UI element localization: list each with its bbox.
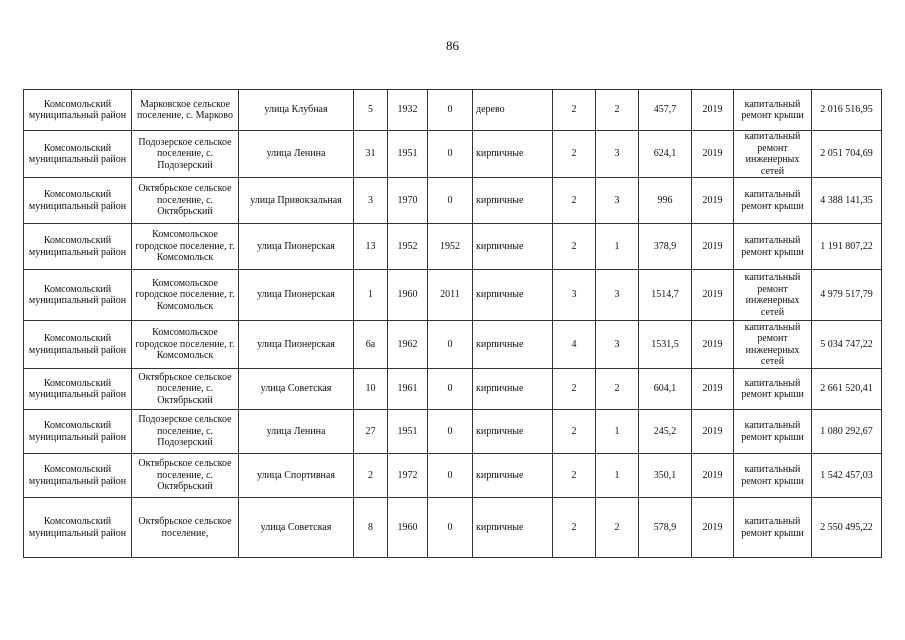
entrances-cell: 3 — [596, 178, 639, 224]
wall-material-cell: кирпичные — [473, 498, 553, 558]
house-number-cell: 5 — [354, 90, 388, 131]
settlement-cell: Октябрьское сельское поселение, с. Октябрьский — [132, 369, 239, 410]
plan-year-cell: 2019 — [692, 178, 734, 224]
street-cell: улица Советская — [239, 498, 354, 558]
house-number-cell: 8 — [354, 498, 388, 558]
cost-cell: 2 550 495,22 — [812, 498, 882, 558]
street-cell: улица Спортивная — [239, 454, 354, 498]
plan-year-cell: 2019 — [692, 410, 734, 454]
entrances-cell: 2 — [596, 369, 639, 410]
area-cell: 578,9 — [639, 498, 692, 558]
district-cell: Комсомольский муниципальный район — [24, 498, 132, 558]
district-cell: Комсомольский муниципальный район — [24, 90, 132, 131]
district-cell: Комсомольский муниципальный район — [24, 410, 132, 454]
table-row — [24, 454, 882, 498]
year-built-cell: 1960 — [388, 498, 428, 558]
year-reconstructed-cell: 0 — [428, 454, 473, 498]
cost-cell: 2 016 516,95 — [812, 90, 882, 131]
floors-cell: 2 — [553, 454, 596, 498]
work-type-cell: капитальный ремонт инженерных сетей — [734, 270, 812, 321]
street-cell: улица Пионерская — [239, 270, 354, 321]
plan-year-cell: 2019 — [692, 90, 734, 131]
wall-material-cell: кирпичные — [473, 369, 553, 410]
district-cell: Комсомольский муниципальный район — [24, 224, 132, 270]
year-reconstructed-cell: 2011 — [428, 270, 473, 321]
entrances-cell: 2 — [596, 498, 639, 558]
table-row — [24, 369, 882, 410]
year-built-cell: 1962 — [388, 321, 428, 369]
table-row — [24, 224, 882, 270]
year-built-cell: 1960 — [388, 270, 428, 321]
table-row — [24, 498, 882, 558]
work-type-cell: капитальный ремонт крыши — [734, 410, 812, 454]
wall-material-cell: кирпичные — [473, 454, 553, 498]
cost-cell: 1 080 292,67 — [812, 410, 882, 454]
floors-cell: 2 — [553, 498, 596, 558]
settlement-cell: Октябрьское сельское поселение, с. Октябрьский — [132, 178, 239, 224]
entrances-cell: 2 — [596, 90, 639, 131]
floors-cell: 2 — [553, 131, 596, 178]
area-cell: 1514,7 — [639, 270, 692, 321]
year-built-cell: 1951 — [388, 410, 428, 454]
work-type-cell: капитальный ремонт крыши — [734, 454, 812, 498]
work-type-cell: капитальный ремонт крыши — [734, 498, 812, 558]
district-cell: Комсомольский муниципальный район — [24, 131, 132, 178]
street-cell: улица Ленина — [239, 131, 354, 178]
year-built-cell: 1970 — [388, 178, 428, 224]
settlement-cell: Комсомольское городское поселение, г. Комсомольск — [132, 224, 239, 270]
year-reconstructed-cell: 0 — [428, 410, 473, 454]
cost-cell: 1 542 457,03 — [812, 454, 882, 498]
plan-year-cell: 2019 — [692, 321, 734, 369]
year-built-cell: 1961 — [388, 369, 428, 410]
floors-cell: 2 — [553, 369, 596, 410]
area-cell: 996 — [639, 178, 692, 224]
floors-cell: 2 — [553, 224, 596, 270]
cost-cell: 4 979 517,79 — [812, 270, 882, 321]
street-cell: улица Пионерская — [239, 321, 354, 369]
settlement-cell: Комсомольское городское поселение, г. Комсомольск — [132, 321, 239, 369]
table-body — [24, 90, 882, 558]
area-cell: 378,9 — [639, 224, 692, 270]
settlement-cell: Комсомольское городское поселение, г. Комсомольск — [132, 270, 239, 321]
work-type-cell: капитальный ремонт крыши — [734, 224, 812, 270]
entrances-cell: 1 — [596, 454, 639, 498]
entrances-cell: 3 — [596, 321, 639, 369]
year-built-cell: 1972 — [388, 454, 428, 498]
wall-material-cell: кирпичные — [473, 178, 553, 224]
year-reconstructed-cell: 0 — [428, 90, 473, 131]
year-built-cell: 1952 — [388, 224, 428, 270]
year-reconstructed-cell: 0 — [428, 131, 473, 178]
district-cell: Комсомольский муниципальный район — [24, 270, 132, 321]
wall-material-cell: кирпичные — [473, 224, 553, 270]
wall-material-cell: кирпичные — [473, 131, 553, 178]
district-cell: Комсомольский муниципальный район — [24, 321, 132, 369]
year-built-cell: 1932 — [388, 90, 428, 131]
work-type-cell: капитальный ремонт крыши — [734, 369, 812, 410]
year-reconstructed-cell: 0 — [428, 369, 473, 410]
settlement-cell: Подозерское сельское поселение, с. Подозерский — [132, 410, 239, 454]
table-row — [24, 270, 882, 321]
house-number-cell: 10 — [354, 369, 388, 410]
floors-cell: 4 — [553, 321, 596, 369]
cost-cell: 2 051 704,69 — [812, 131, 882, 178]
area-cell: 457,7 — [639, 90, 692, 131]
entrances-cell: 3 — [596, 270, 639, 321]
street-cell: улица Ленина — [239, 410, 354, 454]
plan-year-cell: 2019 — [692, 498, 734, 558]
street-cell: улица Советская — [239, 369, 354, 410]
table-row — [24, 90, 882, 131]
year-reconstructed-cell: 1952 — [428, 224, 473, 270]
cost-cell: 5 034 747,22 — [812, 321, 882, 369]
work-type-cell: капитальный ремонт крыши — [734, 178, 812, 224]
plan-year-cell: 2019 — [692, 270, 734, 321]
work-type-cell: капитальный ремонт инженерных сетей — [734, 321, 812, 369]
area-cell: 624,1 — [639, 131, 692, 178]
street-cell: улица Пионерская — [239, 224, 354, 270]
floors-cell: 2 — [553, 90, 596, 131]
settlement-cell: Подозерское сельское поселение, с. Подозерский — [132, 131, 239, 178]
year-reconstructed-cell: 0 — [428, 498, 473, 558]
house-number-cell: 27 — [354, 410, 388, 454]
area-cell: 245,2 — [639, 410, 692, 454]
district-cell: Комсомольский муниципальный район — [24, 454, 132, 498]
house-number-cell: 2 — [354, 454, 388, 498]
entrances-cell: 3 — [596, 131, 639, 178]
settlement-cell: Октябрьское сельское поселение, с. Октябрьский — [132, 454, 239, 498]
cost-cell: 1 191 807,22 — [812, 224, 882, 270]
plan-year-cell: 2019 — [692, 369, 734, 410]
page-number: 86 — [446, 38, 459, 53]
area-cell: 604,1 — [639, 369, 692, 410]
settlement-cell: Марковское сельское поселение, с. Марково — [132, 90, 239, 131]
table-row — [24, 410, 882, 454]
work-type-cell: капитальный ремонт инженерных сетей — [734, 131, 812, 178]
year-reconstructed-cell: 0 — [428, 178, 473, 224]
year-reconstructed-cell: 0 — [428, 321, 473, 369]
floors-cell: 3 — [553, 270, 596, 321]
floors-cell: 2 — [553, 178, 596, 224]
house-number-cell: 13 — [354, 224, 388, 270]
house-number-cell: 3 — [354, 178, 388, 224]
wall-material-cell: кирпичные — [473, 410, 553, 454]
plan-year-cell: 2019 — [692, 454, 734, 498]
district-cell: Комсомольский муниципальный район — [24, 178, 132, 224]
plan-year-cell: 2019 — [692, 131, 734, 178]
wall-material-cell: дерево — [473, 90, 553, 131]
housing-repair-table — [23, 89, 882, 558]
street-cell: улица Привокзальная — [239, 178, 354, 224]
plan-year-cell: 2019 — [692, 224, 734, 270]
house-number-cell: 31 — [354, 131, 388, 178]
work-type-cell: капитальный ремонт крыши — [734, 90, 812, 131]
house-number-cell: 1 — [354, 270, 388, 321]
wall-material-cell: кирпичные — [473, 321, 553, 369]
area-cell: 350,1 — [639, 454, 692, 498]
wall-material-cell: кирпичные — [473, 270, 553, 321]
street-cell: улица Клубная — [239, 90, 354, 131]
table-row — [24, 131, 882, 178]
cost-cell: 2 661 520,41 — [812, 369, 882, 410]
district-cell: Комсомольский муниципальный район — [24, 369, 132, 410]
year-built-cell: 1951 — [388, 131, 428, 178]
table-row — [24, 178, 882, 224]
entrances-cell: 1 — [596, 410, 639, 454]
area-cell: 1531,5 — [639, 321, 692, 369]
entrances-cell: 1 — [596, 224, 639, 270]
cost-cell: 4 388 141,35 — [812, 178, 882, 224]
settlement-cell: Октябрьское сельское поселение, — [132, 498, 239, 558]
floors-cell: 2 — [553, 410, 596, 454]
table-row — [24, 321, 882, 369]
house-number-cell: 6а — [354, 321, 388, 369]
